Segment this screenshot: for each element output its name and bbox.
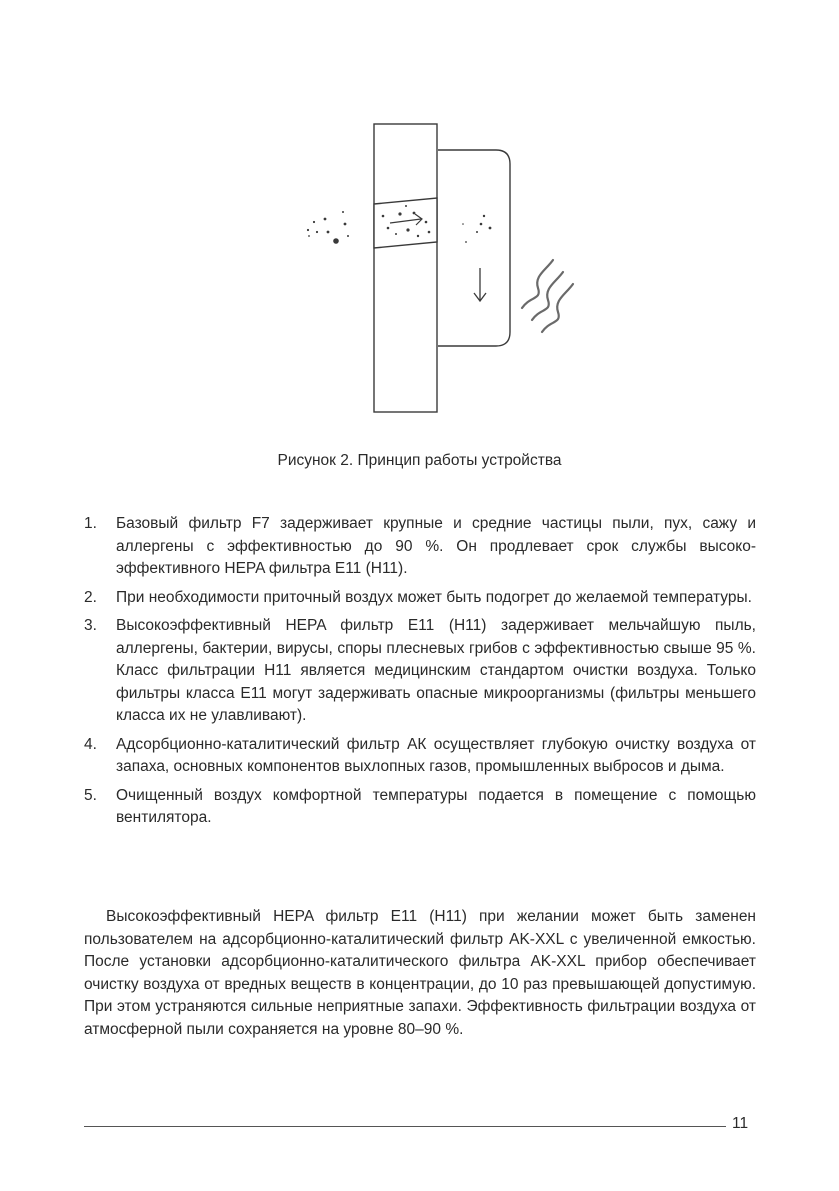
page-number: 11 [732,1115,749,1132]
device-body-icon [438,150,510,346]
flow-arrow-down-icon [474,268,486,301]
list-item [84,615,756,728]
list-item-number: 1. [84,515,97,532]
wall-icon [374,124,437,412]
list-item-number: 5. [84,786,97,804]
footer-divider [84,1126,726,1127]
outside-dust-particles-icon [307,211,349,244]
device-diagram [290,118,600,418]
filtered-particles-icon [462,215,491,243]
feature-list [84,513,756,836]
list-item [84,734,756,779]
device-principle-figure [290,118,600,418]
body-paragraph: Высокоэффективный HEPA фильтр E11 (H11) при желании может быть заменен пользователем на адсорбционно-каталитический фильтр AK-XXL с увеличенной емкостью. После установки адсорбционно-каталитического фильтра AK-XXL прибор обеспечивает очистку воздуха от вредных веществ в концентрации, до 10 раз превышающей допустимую. При этом устраняются сильные неприятные запахи. Эффективность фильтрации воздуха от атмосферной пыли сохраняется на уровне 80–90 %. [84,908,756,1038]
list-item-text: При необходимости приточный воздух может быть подогрет до желаемой температуры. [116,588,752,606]
warm-air-waves-icon [522,260,573,332]
list-item-number: 4. [84,735,97,753]
list-item-number: 2. [84,588,97,606]
figure-caption: Рисунок 2. Принцип работы устройства [277,452,562,469]
list-item [84,587,756,610]
list-item-text: Адсорбционно-каталитический фильтр АК осуществляет глубокую очистку воздуха от запаха, основных компонентов выхлопных газов, промышленных выбросов и дыма. [116,735,756,775]
list-item-number: 3. [84,617,97,634]
list-item-text: Высокоэффективный HEPA фильтр E11 (H11) задерживает мельчайшую пыль, аллергены, бактерии, вирусы, споры плесневых грибов с эффективностью свыше 95 %. Класс фильтрации H11 является медицинским стандартом очистки воздуха. Только фильтры класса E11 могут задерживать опасные микроорганизмы (фильтры меньшего класса их не улавливают). [116,617,756,724]
list-item-text: Очищенный воздух комфортной температуры подается в помещение с помощью вентилятора. [116,786,756,826]
list-item [84,513,756,581]
list-item [84,785,756,830]
list-item-text: Базовый фильтр F7 задерживает крупные и средние частицы пыли, пух, сажу и аллергены с эффективностью до 90 %. Он продлевает срок службы высокоэффективного HEPA фильтра E11 (H11). [116,515,756,577]
